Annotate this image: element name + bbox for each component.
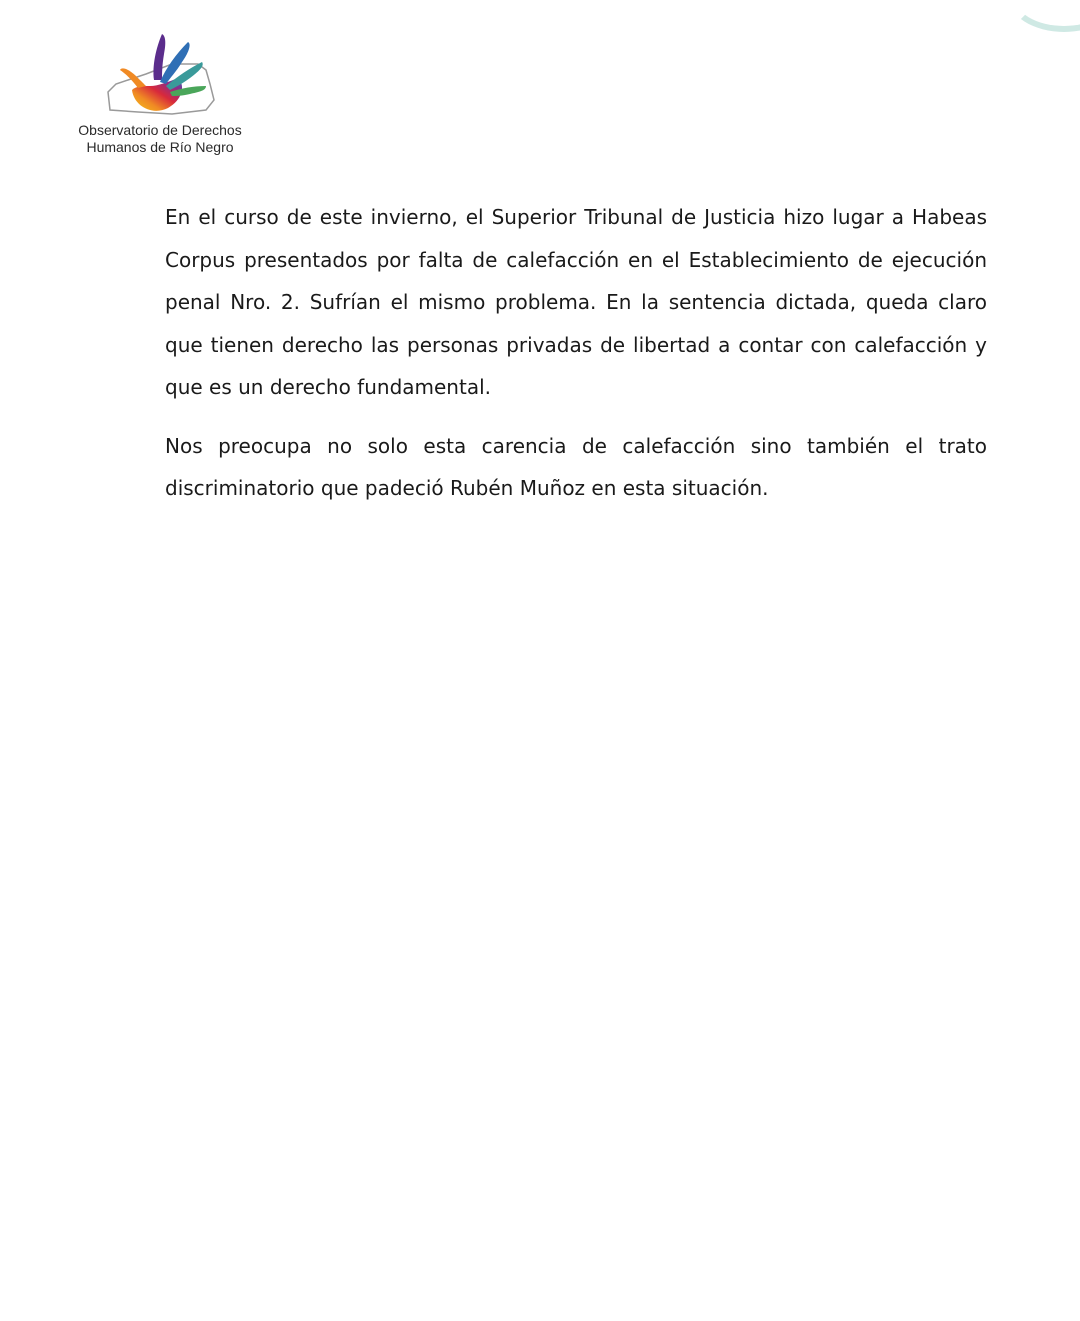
organization-name-line2: Humanos de Río Negro bbox=[86, 139, 234, 155]
organization-logo bbox=[70, 30, 250, 160]
document-body bbox=[165, 196, 987, 526]
paragraph: En el curso de este invierno, el Superior Tribunal de Justicia hizo lugar a Habeas Corpus presentados por falta de calefacción en el Establecimiento de ejecución penal Nro. 2. Sufrían el mismo problema. En la sentencia dictada, queda claro que tienen derecho las personas privadas de libertad a contar con calefacción y que es un derecho fundamental. bbox=[165, 205, 987, 399]
organization-name bbox=[70, 122, 250, 156]
rainbow-hand-map-icon bbox=[102, 30, 218, 122]
organization-name-line1: Observatorio de Derechos bbox=[78, 122, 242, 138]
paragraph: Nos preocupa no solo esta carencia de calefacción sino también el trato discriminatorio que padeció Rubén Muñoz en esta situación. bbox=[165, 433, 987, 500]
corner-decoration bbox=[1008, 0, 1080, 32]
